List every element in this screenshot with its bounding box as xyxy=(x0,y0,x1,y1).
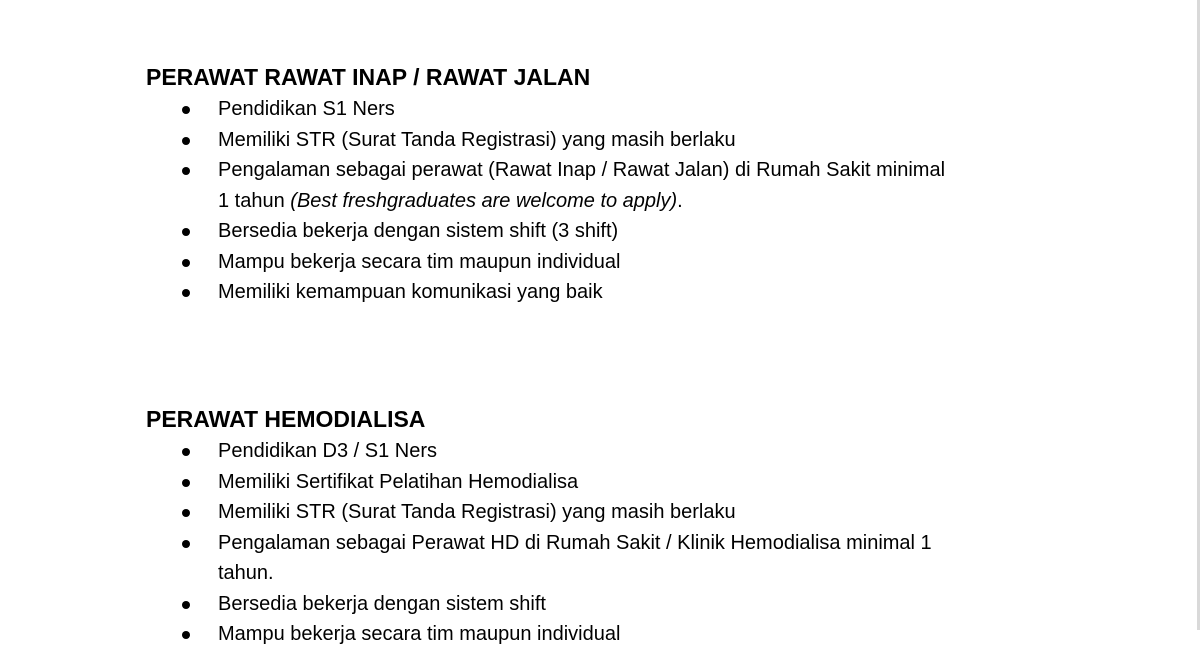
list-item xyxy=(146,619,958,650)
list-item-text: Memiliki STR (Surat Tanda Registrasi) yang masih berlaku xyxy=(218,501,736,523)
list-item-text: Mampu bekerja secara tim maupun individual xyxy=(218,623,621,645)
list-item xyxy=(146,528,958,589)
bullet-icon xyxy=(182,448,190,456)
bullet-icon xyxy=(182,106,190,114)
list-item xyxy=(146,589,958,620)
bullet-icon xyxy=(182,479,190,487)
list-item-text: Bersedia bekerja dengan sistem shift (3 shift) xyxy=(218,220,619,242)
list-item xyxy=(146,497,958,528)
list-item-suffix: . xyxy=(677,189,683,212)
list-item-text: Mampu bekerja secara tim maupun individual xyxy=(218,250,621,273)
bullet-icon xyxy=(182,289,190,297)
list-item-text: Memiliki kemampuan komunikasi yang baik xyxy=(218,281,603,303)
list-item xyxy=(146,125,958,156)
list-item-text: Memiliki Sertifikat Pelatihan Hemodialisa xyxy=(218,470,579,493)
section-hemodialisa xyxy=(146,404,1046,650)
list-item xyxy=(146,277,958,308)
list-item-text: Pengalaman sebagai perawat (Rawat Inap / Rawat Jalan) di Rumah Sakit minimal 1 tahun xyxy=(218,159,946,212)
list-item-text: Pendidikan D3 / S1 Ners xyxy=(218,440,438,462)
bullet-icon xyxy=(182,167,190,175)
list-item-text: Memiliki STR (Surat Tanda Registrasi) yang masih berlaku xyxy=(218,128,736,151)
section-heading: PERAWAT HEMODIALISA xyxy=(146,406,426,432)
list-item-emphasis: (Best freshgraduates are welcome to apply) xyxy=(290,189,678,212)
bullet-icon xyxy=(182,228,190,236)
bullet-icon xyxy=(182,259,190,267)
requirements-list xyxy=(146,436,1046,650)
list-item xyxy=(146,216,958,247)
bullet-icon xyxy=(182,137,190,145)
bullet-icon xyxy=(182,509,190,517)
list-item xyxy=(146,94,958,125)
bullet-icon xyxy=(182,540,190,548)
list-item xyxy=(146,436,958,467)
list-item-text: Pengalaman sebagai Perawat HD di Rumah Sakit / Klinik Hemodialisa minimal 1 tahun. xyxy=(218,531,932,584)
list-item-text: Pendidikan S1 Ners xyxy=(218,98,395,120)
bullet-icon xyxy=(182,631,190,639)
requirements-list xyxy=(146,94,1046,308)
list-item xyxy=(146,247,958,278)
section-rawat-inap-rawat-jalan xyxy=(146,62,1046,308)
section-heading: PERAWAT RAWAT INAP / RAWAT JALAN xyxy=(146,64,591,90)
list-item xyxy=(146,467,958,498)
bullet-icon xyxy=(182,601,190,609)
list-item xyxy=(146,155,958,216)
list-item-text: Bersedia bekerja dengan sistem shift xyxy=(218,592,546,615)
